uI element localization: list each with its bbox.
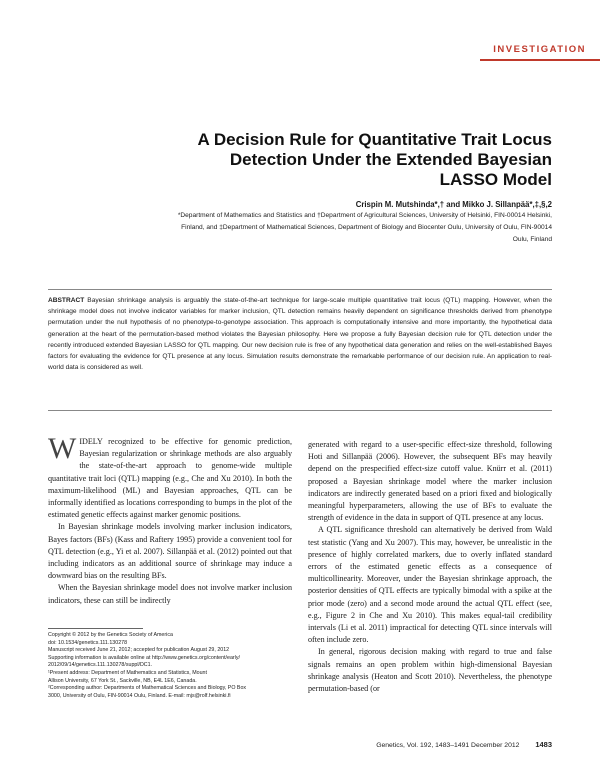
author-list: Crispin M. Mutshinda*,† and Mikko J. Sillanpää*,‡,§,2 [355, 200, 552, 209]
affiliation-line: *Department of Mathematics and Statistics and †Department of Agricultural Sciences, University of Helsinki, FIN-00014 Helsinki, [177, 212, 552, 219]
abstract-text: Bayesian shrinkage analysis is arguably the state-of-the-art technique for large-scale multiple quantitative trait locus (QTL) mapping. However, when the shrinkage model does not involve indicator variables for marker inclusion, QTL detection remains heavily dependent on significance thresholds derived from phenotype permutation under the null hypothesis of no phenotype-to-genotype association. This approach is computationally intensive and more importantly, the hypothetical data generation at the heart of the permutation-based method violates the Bayesian philosophy. Here we propose a fully Bayesian decision rule for QTL detection under the recently introduced extended Bayesian LASSO for QTL mapping. Our new decision rule is free of any hypothetical data generation and relies on the well-established Bayes factors for evaluating the evidence for QTL presence at any locus. Simulation results demonstrate the remarkable performance of our decision rule. An application to real-world data is considered as well. [48, 297, 552, 372]
title-line: A Decision Rule for Quantitative Trait Locus [197, 130, 552, 149]
abstract-bottom-rule [48, 410, 552, 411]
footnote-line: Supporting information is available online at http://www.genetics.org/content/early/ [48, 654, 240, 661]
drop-cap: W [48, 432, 77, 465]
affiliation-line: Oulu, Finland [512, 236, 552, 243]
body-column-left [48, 432, 292, 607]
footnote-line: 2012/09/14/genetics.111.130278/suppl/DC1. [48, 662, 153, 669]
footnote-line: ²Corresponding author: Departments of Mathematical Sciences and Biology, PO Box [48, 685, 247, 692]
page-footer [376, 740, 552, 749]
footnotes [48, 632, 298, 700]
journal-citation: Genetics, Vol. 192, 1483–1491 December 2012 [376, 742, 520, 749]
abstract [48, 295, 552, 373]
abstract-top-rule [48, 289, 552, 290]
footnote-line: 3000, University of Oulu, FIN-90014 Oulu, Finland. E-mail: mjs@rolf.helsinki.fi [48, 692, 231, 699]
footnote-line: Manuscript received June 21, 2012; accepted for publication August 29, 2012 [48, 647, 230, 654]
paragraph: generated with regard to a user-specific effect-size threshold, following Hoti and Sillanpää (2006). However, the subsequent BFs may heavily depend on the prespecified effect-size cutoff value. Knürr et al. (2011) proposed a Bayesian shrinkage model where the marker inclusion indicators are indirectly generated based on a priori fixed and biologically meaningful hyperparameters, allowing the use of BFs to evaluate the strength of evidence in the data in support of QTL presence at any locus. [308, 440, 552, 523]
footnote-line: Copyright © 2012 by the Genetics Society of America [48, 632, 173, 638]
section-divider [480, 59, 600, 61]
page-number: 1483 [535, 740, 552, 749]
affiliation-line: Finland, and ‡Department of Mathematical Sciences, Department of Biology and Biocenter Oulu, University of Oulu, FIN-90014 [181, 224, 552, 231]
title-line: LASSO Model [439, 170, 552, 189]
body-column-right [308, 439, 552, 695]
footnote-line: ¹Present address: Department of Mathematics and Statistics, Mount [48, 669, 207, 676]
affiliations [112, 210, 552, 246]
paragraph [48, 432, 292, 521]
section-label: INVESTIGATION [493, 44, 586, 55]
paragraph: In Bayesian shrinkage models involving marker inclusion indicators, Bayes factors (BFs) (Kass and Raftery 1995) provide a convenient tool for QTL detection (e.g., Yi et al. 2007). Sillanpää et al. (2012) pointed out that including indicators as an additional source of shrinkage may induce a downward bias on the resulting BFs. [48, 522, 292, 581]
paragraph: In general, rigorous decision making with regard to true and false signals remains an open problem within high-dimensional Bayesian shrinkage analysis (Heaton and Scott 2010). Nevertheless, the phenotype permutation-based (or [308, 647, 552, 694]
abstract-label: ABSTRACT [48, 297, 85, 304]
article-title [132, 130, 552, 190]
title-line: Detection Under the Extended Bayesian [229, 150, 552, 169]
footnote-rule [48, 628, 143, 629]
paragraph: When the Bayesian shrinkage model does not involve marker inclusion indicators, these can still be indirectly [48, 583, 292, 605]
footnote-line: Allison University, 67 York St., Sackville, NB, E4L 1E6, Canada. [48, 677, 197, 684]
paragraph-text: IDELY recognized to be effective for genomic prediction, Bayesian regularization or shrinkage methods are also arguably the state-of-the-art approach to genome-wide multiple quantitative trait loci (QTL) mapping (e.g., Che and Xu 2010). In both the maximum-likelihood (ML) and Bayesian approaches, QTL can be informally identified as locations corresponding to bumps in the plot of the estimated genetic effects against marker genomic positions. [48, 437, 292, 520]
paragraph: A QTL significance threshold can alternatively be derived from Wald test statistic (Yang and Xu 2007). This may, however, be unrealistic in the presence of highly correlated markers, due to overly inflated standard errors of the estimated genetic effects as a consequence of multicollinearity. Moreover, under the Bayesian shrinkage approach, the posterior densities of QTL effects are typically bimodal with a spike at the prior mode (zero) and a second mode around the actual QTL effect (see, e.g., Figure 2 in Che and Xu 2010). This makes equal-tail credibility intervals (Li et al. 2011) impractical for detecting QTL since intervals will often include zero. [308, 525, 552, 645]
footnote-line: doi: 10.1534/genetics.111.130278 [48, 639, 128, 646]
